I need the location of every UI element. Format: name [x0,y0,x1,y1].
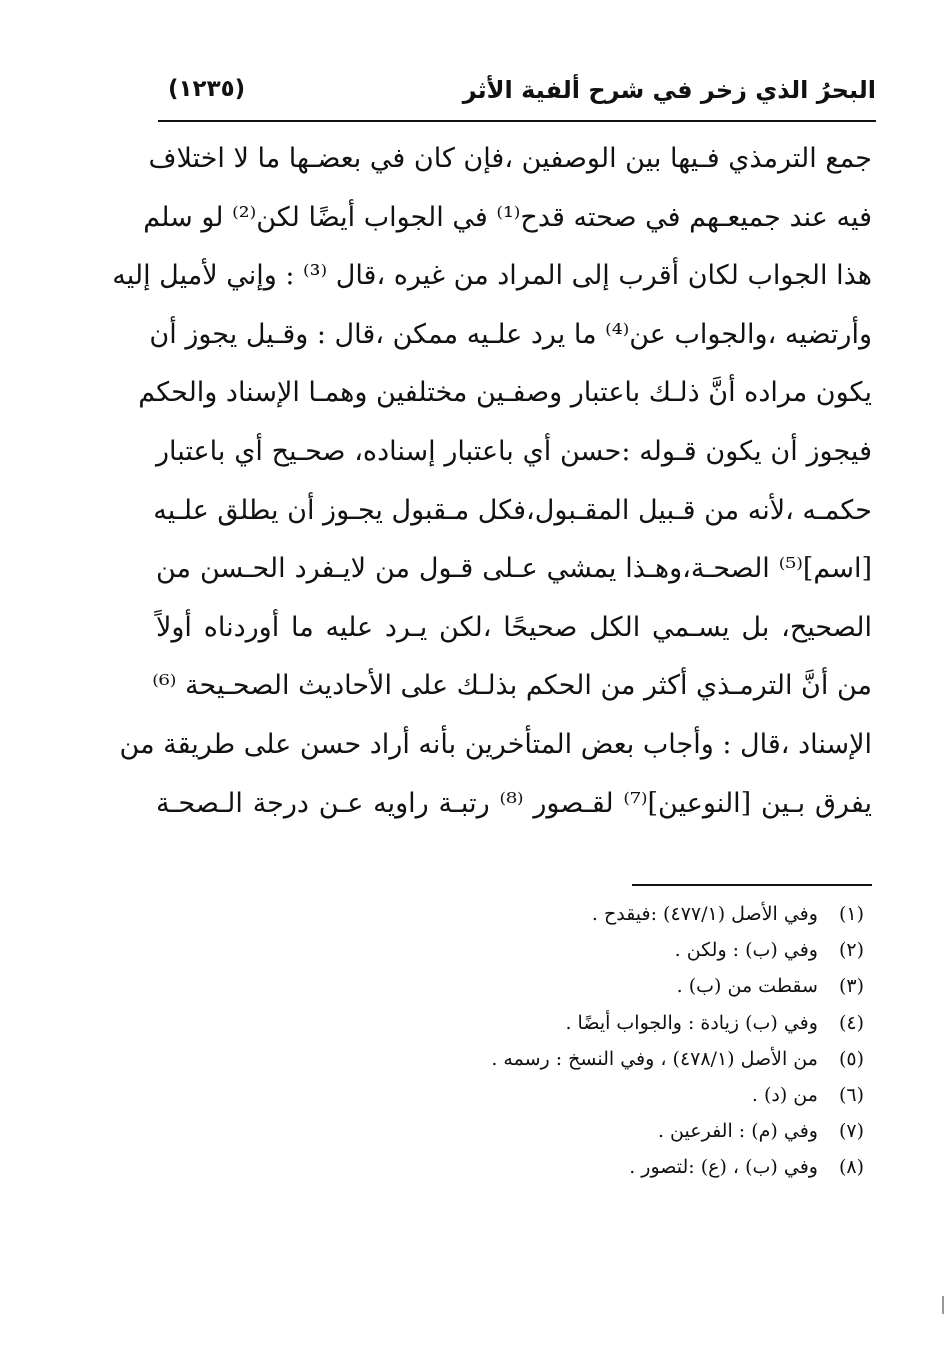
text-line: الإسناد ،قال : وأجاب بعض المتأخرين بأنه أراد حسن على طريقة من [119,728,872,760]
text-line: هذا الجواب لكان أقرب إلى المراد من غيره ،قال ⁽³⁾ : وإني لأميل إليه [112,260,872,292]
text-line: يفرق بـين [النوعين]⁽⁷⁾ لقـصور ⁽⁸⁾ رتبـة راويه عـن درجة الـصحـة [156,787,873,819]
text-line: وأرتضيه ،والجواب عن⁽⁴⁾ ما يرد علـيه ممكن ،قال : وقـيل يجوز أن [149,318,872,350]
main-text [112,130,873,833]
text-line: من أنَّ الترمـذي أكثر من الحكم بذلـك على الأحاديث الصحـيحة ⁽⁶⁾ [152,670,872,702]
footnote-text: من الأصل (٤٧٨/١) ، وفي النسخ : رسمه . [491,1047,818,1070]
book-title: البحرُ الذي زخر في شرح ألفية الأثر [462,76,876,104]
footnote-number: (٣) [838,975,864,998]
footnotes [300,896,864,1186]
footnote-text: وفي (م) : الفرعين . [657,1120,818,1143]
header-rule [158,120,876,122]
footnote-number: (١) [838,903,864,925]
footnote-number: (٧) [838,1120,864,1143]
text-line: الصحيح، بل يسـمي الكل صحيحًا ،لكن يـرد عليه ما أوردناه أولاً [156,611,872,643]
text-line: فيه عند جميعـهم في صحته قدح⁽¹⁾ في الجواب أيضًا لكن⁽²⁾ لو سلم [143,201,872,233]
page-number: (١٢٣٥) [168,76,246,102]
footnote-number: (٤) [838,1011,864,1034]
text-line: يكون مراده أنَّ ذلـك باعتبار وصفـين مختلفين وهمـا الإسناد والحكم [138,377,872,409]
footnote-text: وفي (ب) : ولكن . [674,939,818,962]
text-line: فيجوز أن يكون قـوله :حسن أي باعتبار إسناده، صحـيح أي باعتبار [156,435,872,467]
footnote [300,1077,864,1113]
footnote-number: (٢) [838,939,864,962]
footnote-number: (٦) [838,1083,864,1106]
footnote-text: وفي (ب) زيادة : والجواب أيضًا . [565,1011,818,1034]
scan-edge-mark [942,1296,944,1314]
footnote-text: وفي الأصل (٤٧٧/١) :فيقدح . [591,903,818,925]
footnote [300,1041,864,1077]
footnote [300,968,864,1004]
text-line: جمع الترمذي فـيها بين الوصفين ،فإن كان في بعضـها ما لا اختلاف [148,143,872,174]
footnote [300,1113,864,1149]
footnote [300,896,864,932]
footnote-text: من (د) . [751,1083,818,1106]
footnote-number: (٨) [838,1156,864,1179]
running-header [158,68,876,116]
footnote-text: سقطت من (ب) . [676,975,818,998]
footnote-separator [632,884,872,886]
footnote-text: وفي (ب) ، (ع) :لتصور . [629,1156,818,1179]
text-line: [اسم]⁽⁵⁾ الصحـة،وهـذا يمشي عـلى قـول من لايـفرد الحـسن من [156,553,872,585]
footnote [300,1005,864,1041]
footnote [300,1149,864,1185]
footnote-number: (٥) [838,1047,864,1070]
text-line: حكمـه ،لأنه من قـبيل المقـبول،فكل مـقبول يجـوز أن يطلق علـيه [153,494,872,526]
footnote [300,932,864,968]
